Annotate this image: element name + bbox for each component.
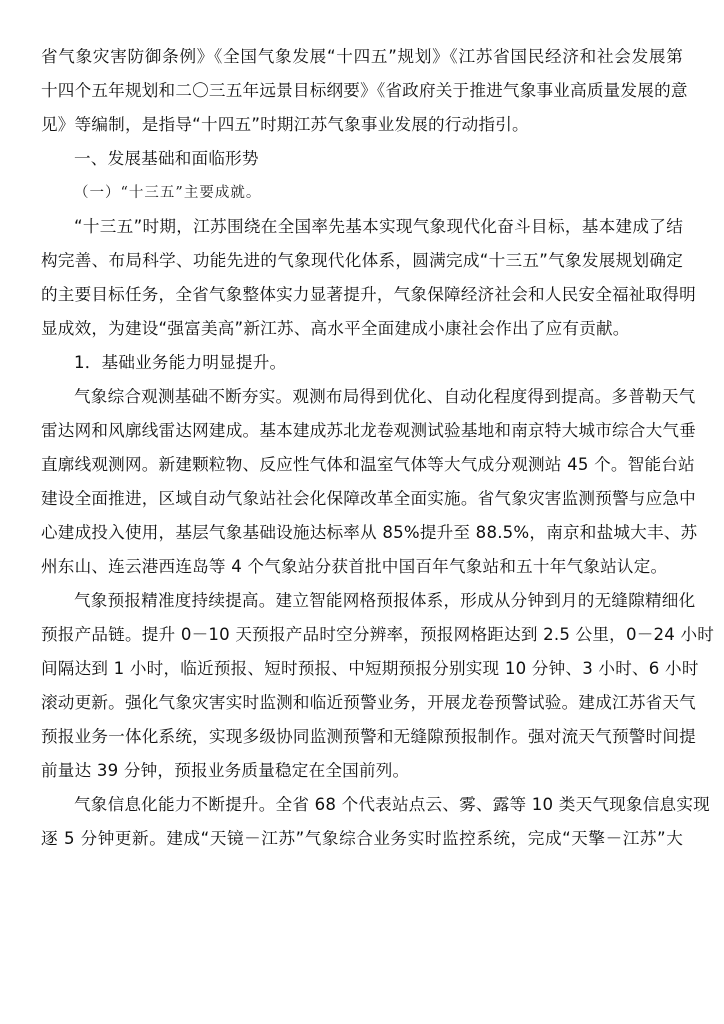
- text-line: 预报产品链。提升 0－10 天预报产品时空分辨率，预报网格距达到 2.5 公里，0－24 小时: [41, 625, 715, 644]
- text-line: 州东山、连云港西连岛等 4 个气象站分获首批中国百年气象站和五十年气象站认定。: [41, 557, 668, 576]
- text-line: 气象预报精准度持续提高。建立智能网格预报体系，形成从分钟到月的无缝隙精细化: [74, 591, 696, 610]
- text-line: 间隔达到 1 小时，临近预报、短时预报、中短期预报分别实现 10 分钟、3 小时、6 小时: [41, 659, 699, 678]
- text-line: 的主要目标任务，全省气象整体实力显著提升，气象保障经济社会和人民安全福祉取得明: [41, 285, 696, 304]
- text-line: 雷达网和风廓线雷达网建成。基本建成苏北龙卷观测试验基地和南京特大城市综合大气垂: [41, 421, 696, 440]
- item-heading: 1．基础业务能力明显提升。: [74, 353, 287, 372]
- text-line: 建设全面推进，区域自动气象站社会化保障改革全面实施。省气象灾害监测预警与应急中: [41, 489, 696, 508]
- text-line: 气象综合观测基础不断夯实。观测布局得到优化、自动化程度得到提高。多普勒天气: [74, 387, 696, 406]
- text-line: 气象信息化能力不断提升。全省 68 个代表站点云、雾、露等 10 类天气现象信息实现: [74, 795, 710, 814]
- section-heading: 一、发展基础和面临形势: [74, 149, 259, 168]
- text-line: 前量达 39 分钟，预报业务质量稳定在全国前列。: [41, 761, 410, 780]
- text-line: 直廓线观测网。新建颗粒物、反应性气体和温室气体等大气成分观测站 45 个。智能台站: [41, 455, 695, 474]
- text-line: 见》等编制，是指导“十四五”时期江苏气象事业发展的行动指引。: [41, 115, 529, 134]
- text-line: 逐 5 分钟更新。建成“天镜－江苏”气象综合业务实时监控系统，完成“天擎－江苏”大: [41, 829, 683, 848]
- text-line: 滚动更新。强化气象灾害实时监测和临近预警业务，开展龙卷预警试验。建成江苏省天气: [41, 693, 696, 712]
- text-line: “十三五”时期，江苏围绕在全国率先基本实现气象现代化奋斗目标，基本建成了结: [74, 217, 683, 236]
- document-body: [41, 40, 715, 856]
- text-line: 预报业务一体化系统，实现多级协同监测预警和无缝隙预报制作。强对流天气预警时间提: [41, 727, 696, 746]
- text-line: 显成效，为建设“强富美高”新江苏、高水平全面建成小康社会作出了应有贡献。: [41, 319, 630, 338]
- subsection-heading: （一）“十三五”主要成就。: [74, 185, 262, 201]
- text-line: 省气象灾害防御条例》《全国气象发展“十四五”规划》《江苏省国民经济和社会发展第: [41, 47, 683, 66]
- text-line: 心建成投入使用，基层气象基础设施达标率从 85%提升至 88.5%，南京和盐城大丰、苏: [41, 523, 698, 542]
- text-line: 十四个五年规划和二〇三五年远景目标纲要》《省政府关于推进气象事业高质量发展的意: [41, 81, 688, 100]
- text-line: 构完善、布局科学、功能先进的气象现代化体系，圆满完成“十三五”气象发展规划确定: [41, 251, 683, 270]
